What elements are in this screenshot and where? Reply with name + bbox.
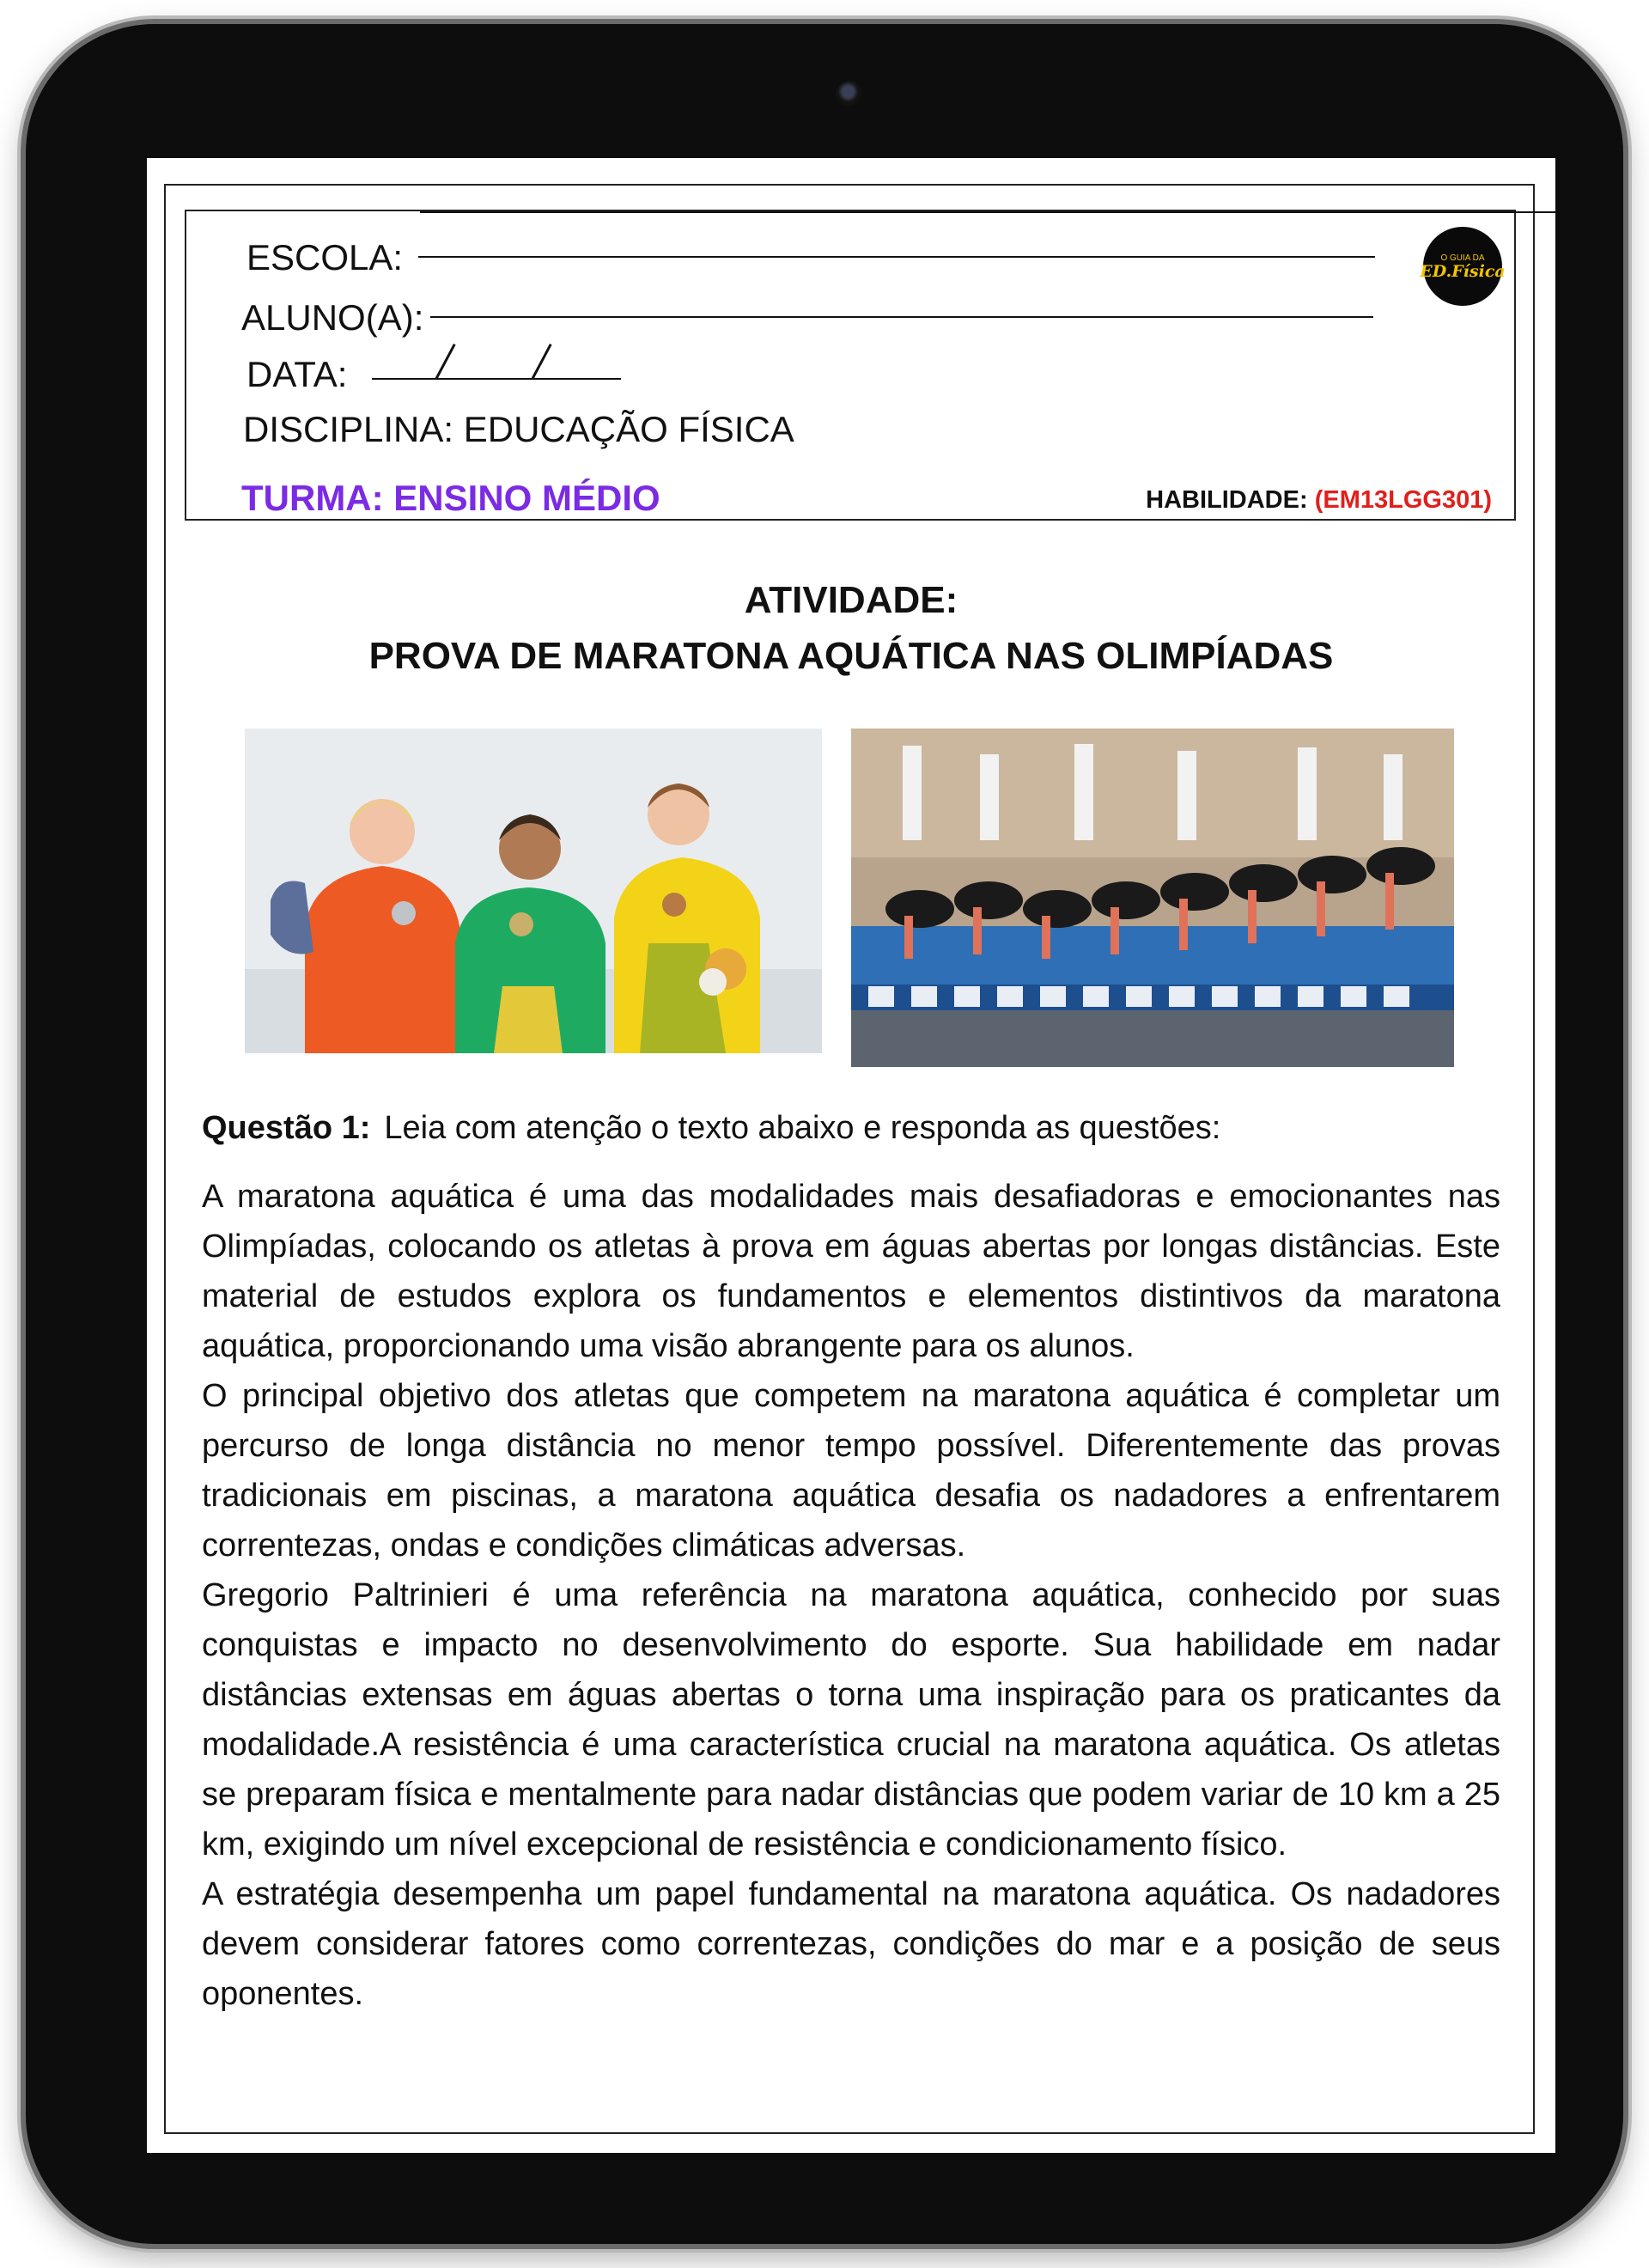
activity-subtitle: PROVA DE MARATONA AQUÁTICA NAS OLIMPÍADAS	[368, 635, 1334, 677]
question-1	[202, 1110, 1220, 1147]
activity-title: ATIVIDADE:	[744, 579, 958, 621]
volume-down-button	[1625, 305, 1630, 387]
camera-icon	[836, 81, 863, 108]
aluno-input-line[interactable]	[430, 316, 1373, 318]
tablet-screen	[147, 158, 1555, 2153]
escola-line	[420, 211, 1555, 213]
tablet-frame	[26, 24, 1623, 2244]
habilidade-label: HABILIDADE: (EM13LGG301)	[1146, 486, 1492, 514]
data-input-line[interactable]	[372, 378, 621, 380]
data-label: DATA:	[246, 354, 348, 394]
volume-up-button	[1625, 202, 1630, 284]
question-prompt: Leia com atenção o texto abaixo e responda as questões:	[384, 1110, 1221, 1146]
podium-photo	[245, 729, 822, 1053]
reading-text	[202, 1172, 1500, 2019]
disciplina-label: DISCIPLINA: EDUCAÇÃO FÍSICA	[243, 409, 794, 449]
habilidade-code: (EM13LGG301)	[1314, 486, 1492, 514]
paragraph: Gregorio Paltrinieri é uma referência na maratona aquática, conhecido por suas conquistas e impacto no desenvolvimento do esporte. Sua habilidade em nadar distâncias extensas em águas abertas o torna uma inspiração para os praticantes da modalidade.A resistência é uma característica crucial na maratona aquática. Os atletas se preparam física e mentalmente para nadar distâncias que podem variar de 10 km a 25 km, exigindo um nível excepcional de resistência e condicionamento físico.	[202, 1577, 1500, 1863]
turma-label: TURMA: ENSINO MÉDIO	[241, 478, 660, 518]
question-label: Questão 1:	[202, 1110, 371, 1146]
paragraph: O principal objetivo dos atletas que competem na maratona aquática é completar um percurso de longa distância no menor tempo possível. Diferentemente das provas tradicionais em piscinas, a maratona aquática desafia os nadadores a enfrentarem correntezas, ondas e condições climáticas adversas.	[202, 1378, 1500, 1564]
escola-input-line[interactable]	[418, 256, 1375, 258]
guia-ed-fisica-logo: O GUIA DA ED.Física	[1423, 227, 1502, 306]
race-start-photo	[851, 729, 1454, 1067]
aluno-label: ALUNO(A):	[241, 297, 424, 338]
paragraph: A estratégia desempenha um papel fundamental na maratona aquática. Os nadadores devem considerar fatores como correntezas, condições do mar e a posição de seus oponentes.	[202, 1876, 1500, 2012]
escola-label: ESCOLA:	[246, 237, 404, 277]
paragraph: A maratona aquática é uma das modalidades mais desafiadoras e emocionantes nas Olimpíadas, colocando os atletas à prova em águas abertas por longas distâncias. Este material de estudos explora os fundamentos e elementos distintivos da maratona aquática, proporcionando uma visão abrangente para os alunos.	[202, 1179, 1500, 1364]
